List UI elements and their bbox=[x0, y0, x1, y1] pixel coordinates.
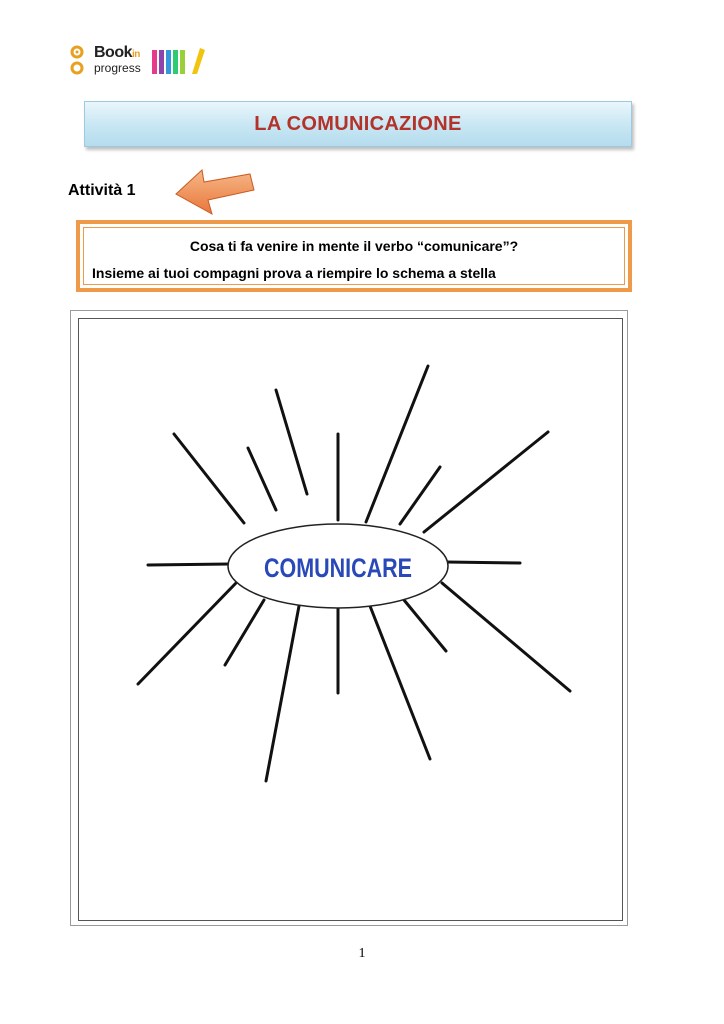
page-title: LA COMUNICAZIONE bbox=[254, 112, 462, 135]
logo-rings-icon bbox=[70, 44, 90, 78]
star-ray-15 bbox=[138, 583, 236, 684]
star-ray-6 bbox=[400, 467, 440, 524]
arrow-left-icon bbox=[172, 160, 256, 216]
star-ray-16 bbox=[148, 564, 230, 565]
star-ray-2 bbox=[248, 448, 276, 510]
star-ray-9 bbox=[442, 583, 570, 691]
instruction-question: Cosa ti fa venire in mente il verbo “comunicare”? bbox=[189, 238, 519, 254]
logo-word-book: Bookin bbox=[94, 44, 140, 61]
instruction-box bbox=[76, 220, 632, 292]
star-ray-11 bbox=[370, 606, 430, 759]
logo-word-progress: progress bbox=[94, 61, 141, 75]
star-ray-10 bbox=[404, 600, 446, 651]
star-ray-13 bbox=[266, 606, 299, 781]
star-scheme bbox=[70, 310, 628, 926]
logo-color-bars-icon bbox=[152, 46, 212, 74]
center-word: COMUNICARE bbox=[264, 553, 412, 583]
title-banner bbox=[84, 101, 632, 147]
star-ray-1 bbox=[174, 434, 244, 523]
star-ray-3 bbox=[276, 390, 307, 494]
star-ray-7 bbox=[424, 432, 548, 532]
book-in-progress-logo bbox=[70, 44, 210, 78]
instruction-text: Insieme ai tuoi compagni prova a riempire lo schema a stella bbox=[92, 265, 496, 281]
activity-label: Attività 1 bbox=[68, 182, 136, 199]
page-number: 1 bbox=[358, 946, 366, 961]
star-ray-14 bbox=[225, 600, 264, 665]
instruction-box-inner bbox=[83, 227, 625, 285]
star-ray-8 bbox=[446, 562, 520, 563]
